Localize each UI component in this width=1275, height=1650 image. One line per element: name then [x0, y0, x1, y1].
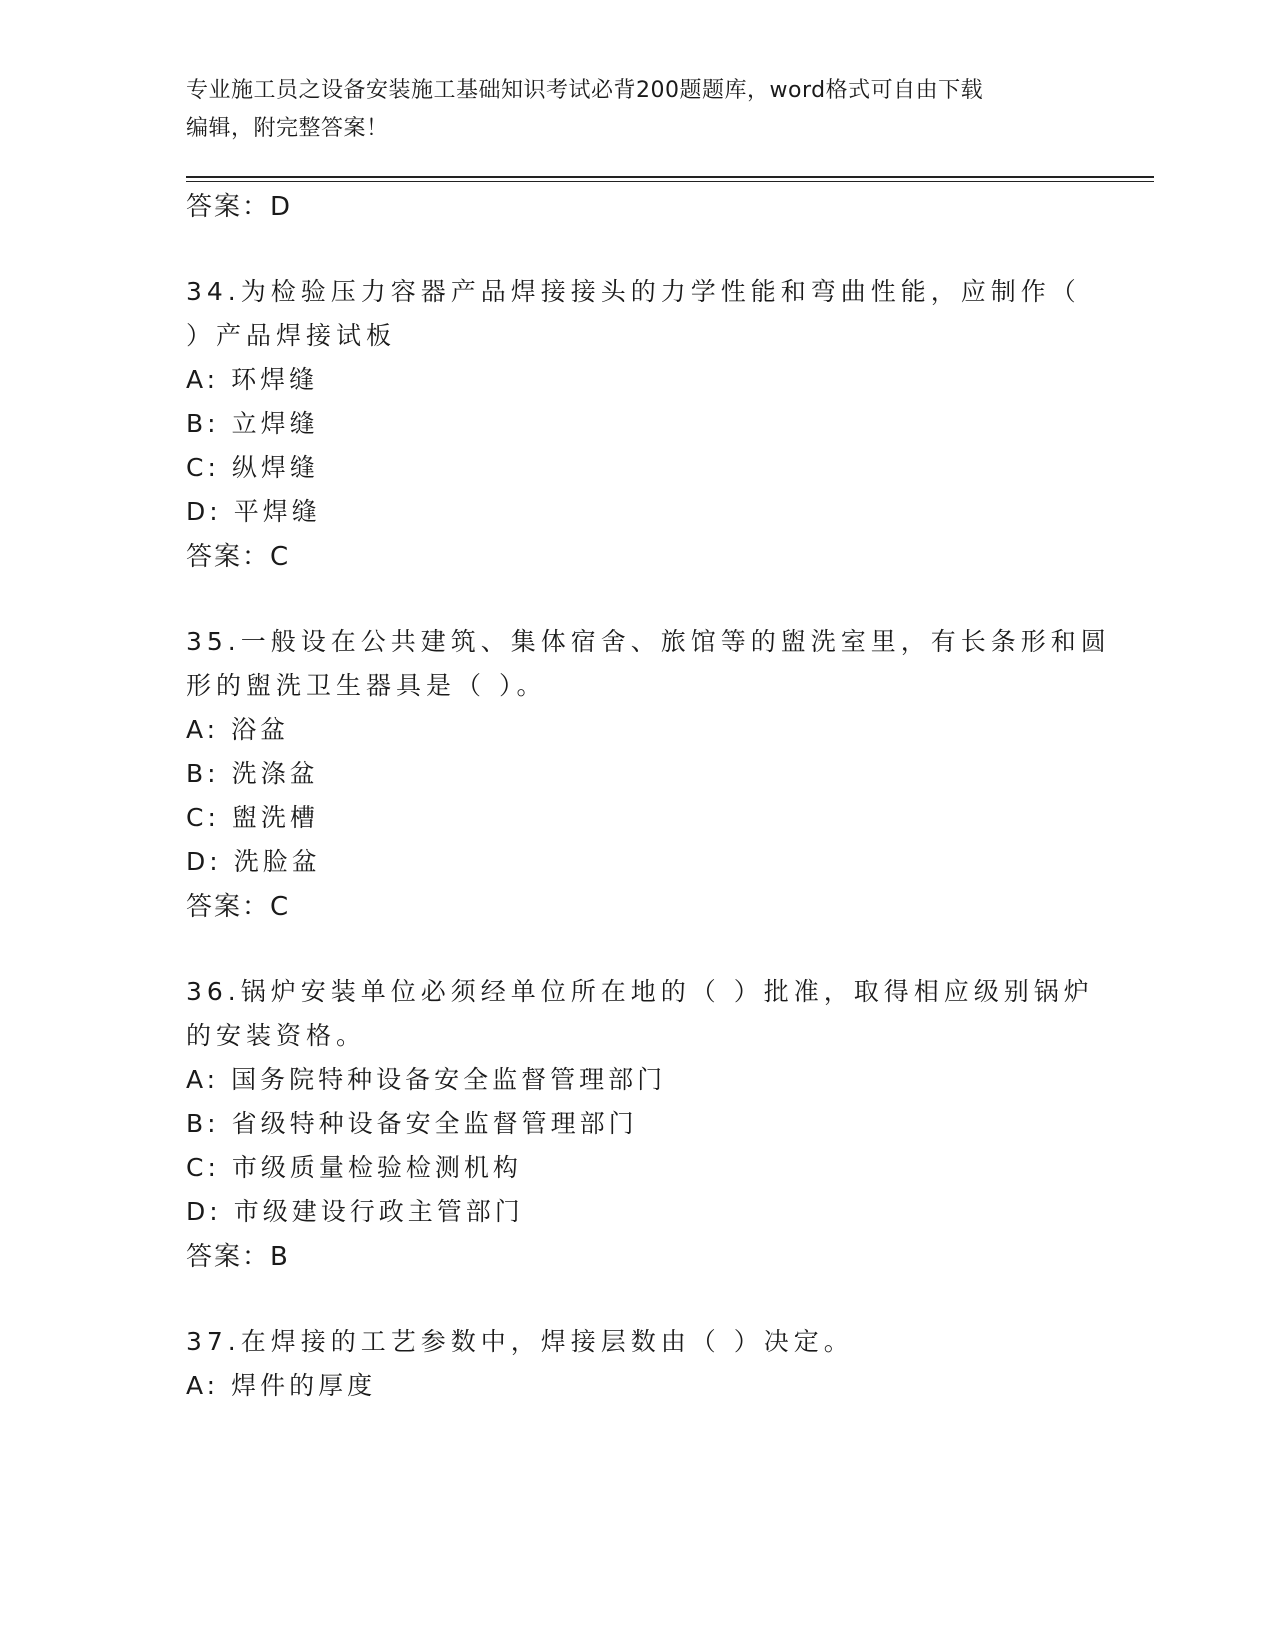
- option-text: 国务院特种设备安全监督管理部门: [231, 1065, 667, 1094]
- option-a: [186, 1366, 376, 1402]
- option-text: 省级特种设备安全监督管理部门: [231, 1109, 638, 1138]
- option-a: [186, 1060, 666, 1096]
- option-letter: D:: [186, 847, 222, 876]
- option-letter: A:: [186, 1371, 220, 1400]
- header-title-line-2: 编辑，附完整答案！: [186, 116, 389, 141]
- option-letter: C:: [186, 453, 220, 482]
- option-text: 市级建设行政主管部门: [233, 1197, 524, 1226]
- option-letter: B:: [186, 1109, 220, 1138]
- option-text: 洗涤盆: [231, 759, 319, 788]
- option-a: [186, 360, 318, 396]
- question-stem-line-1: 36.锅炉安装单位必须经单位所在地的（ ）批准，取得相应级别锅炉: [186, 977, 1094, 1006]
- option-text: 盥洗槽: [231, 803, 319, 832]
- option-text: 立焊缝: [231, 409, 319, 438]
- answer-previous: 答案：D: [186, 192, 293, 222]
- header-divider-thick: [186, 176, 1154, 178]
- option-letter: A:: [186, 1065, 220, 1094]
- option-b: [186, 1104, 638, 1140]
- option-letter: D:: [186, 497, 222, 526]
- option-letter: B:: [186, 759, 220, 788]
- option-text: 纵焊缝: [231, 453, 319, 482]
- option-text: 洗脸盆: [233, 847, 321, 876]
- option-letter: B:: [186, 409, 220, 438]
- question-answer: 答案：C: [186, 542, 291, 572]
- question-stem-line-1: 34.为检验压力容器产品焊接接头的力学性能和弯曲性能，应制作（: [186, 277, 1081, 306]
- question-answer: 答案：B: [186, 1242, 290, 1272]
- option-letter: D:: [186, 1197, 222, 1226]
- option-letter: A:: [186, 365, 220, 394]
- option-letter: C:: [186, 1153, 220, 1182]
- option-c: [186, 448, 319, 484]
- question-stem-line-1: 37.在焊接的工艺参数中，焊接层数由（ ）决定。: [186, 1327, 854, 1356]
- option-b: [186, 404, 319, 440]
- option-d: [186, 1192, 524, 1228]
- option-text: 市级质量检验检测机构: [231, 1153, 522, 1182]
- option-letter: C:: [186, 803, 220, 832]
- option-text: 环焊缝: [231, 365, 319, 394]
- question-answer: 答案：C: [186, 892, 291, 922]
- option-d: [186, 842, 321, 878]
- option-text: 焊件的厚度: [231, 1371, 377, 1400]
- option-d: [186, 492, 321, 528]
- document-header: [186, 72, 1066, 148]
- option-letter: A:: [186, 715, 220, 744]
- option-a: [186, 710, 289, 746]
- option-c: [186, 1148, 522, 1184]
- question-stem-line-1: 35.一般设在公共建筑、集体宿舍、旅馆等的盥洗室里，有长条形和圆: [186, 627, 1111, 656]
- question-stem-line-2: 形的盥洗卫生器具是（ ）。: [186, 671, 547, 700]
- question-stem-line-2: 的安装资格。: [186, 1021, 367, 1050]
- option-b: [186, 754, 319, 790]
- header-title-line-1: 专业施工员之设备安装施工基础知识考试必背200题题库，word格式可自由下载: [186, 78, 984, 103]
- option-text: 浴盆: [231, 715, 290, 744]
- header-divider-thin: [186, 181, 1154, 182]
- option-text: 平焊缝: [233, 497, 321, 526]
- question-stem-line-2: ）产品焊接试板: [186, 321, 397, 350]
- option-c: [186, 798, 319, 834]
